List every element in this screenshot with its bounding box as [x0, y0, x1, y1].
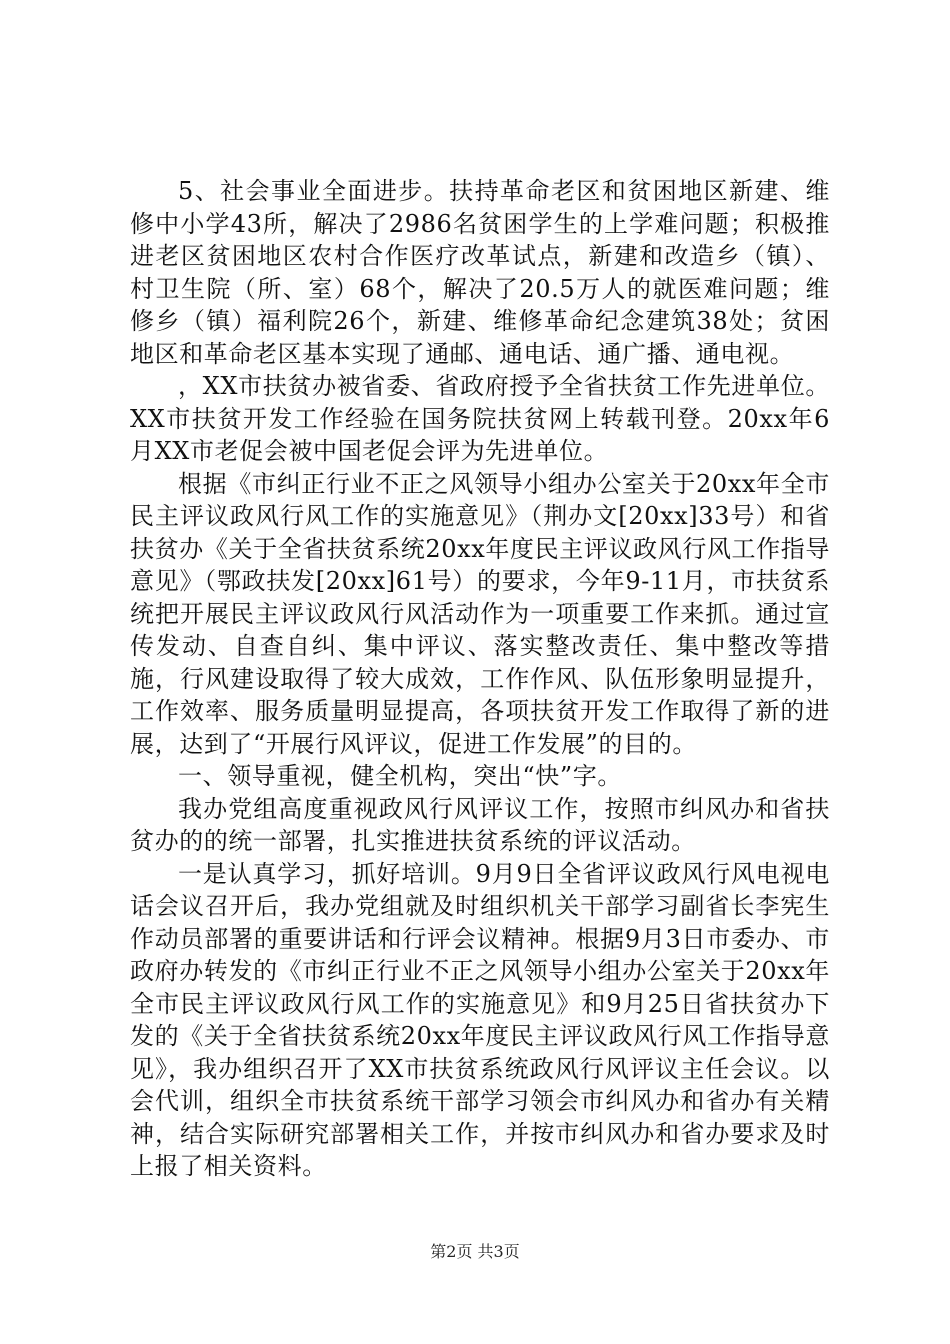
document-body [130, 175, 830, 1183]
section-heading-leadership: 一、领导重视，健全机构，突出“快”字。 [178, 762, 622, 790]
paragraph-evaluation-basis: 根据《市纠正行业不正之风领导小组办公室关于20xx年全市民主评议政风行风工作的实施意见》（荆办文[20xx]33号）和省扶贫办《关于全省扶贫系统20xx年度民主评议政风行风工作指导意见》（鄂政扶发[20xx]61号）的要求，今年9-11月，市扶贫系统把开展民主评议政风行风活动作为一项重要工作来抓。通过宣传发动、自查自纠、集中评议、落实整改责任、集中整改等措施，行风建设取得了较大成效，工作作风、队伍形象明显提升，工作效率、服务质量明显提高，各项扶贫开发工作取得了新的进展，达到了“开展行风评议，促进工作发展”的目的。 [130, 469, 830, 758]
paragraph-honors: ，XX市扶贫办被省委、省政府授予全省扶贫工作先进单位。XX市扶贫开发工作经验在国务院扶贫网上转载刊登。20xx年6月XX市老促会被中国老促会评为先进单位。 [130, 372, 830, 465]
paragraph-social-progress: 5、社会事业全面进步。扶持革命老区和贫困地区新建、维修中小学43所，解决了2986名贫困学生的上学难问题；积极推进老区贫困地区农村合作医疗改革试点，新建和改造乡（镇）、村卫生院（所、室）68个，解决了20.5万人的就医难问题；维修乡（镇）福利院26个，新建、维修革命纪念建筑38处；贫困地区和革命老区基本实现了通邮、通电话、通广播、通电视。 [130, 177, 830, 368]
page-footer: 第2页 共3页 [430, 1242, 520, 1261]
paragraph-study-training: 一是认真学习，抓好培训。9月9日全省评议政风行风电视电话会议召开后，我办党组就及时组织机关干部学习副省长李宪生作动员部署的重要讲话和行评会议精神。根据9月3日市委办、市政府办转发的《市纠正行业不正之风领导小组办公室关于20xx年全市民主评议政风行风工作的实施意见》和9月25日省扶贫办下发的《关于全省扶贫系统20xx年度民主评议政风行风工作指导意见》，我办组织召开了XX市扶贫系统政风行风评议主任会议。以会代训，组织全市扶贫系统干部学习领会市纠风办和省办有关精神，结合实际研究部署相关工作，并按市纠风办和省办要求及时上报了相关资料。 [130, 859, 830, 1180]
paragraph-party-attention: 我办党组高度重视政风行风评议工作，按照市纠风办和省扶贫办的的统一部署，扎实推进扶贫系统的评议活动。 [130, 794, 830, 855]
